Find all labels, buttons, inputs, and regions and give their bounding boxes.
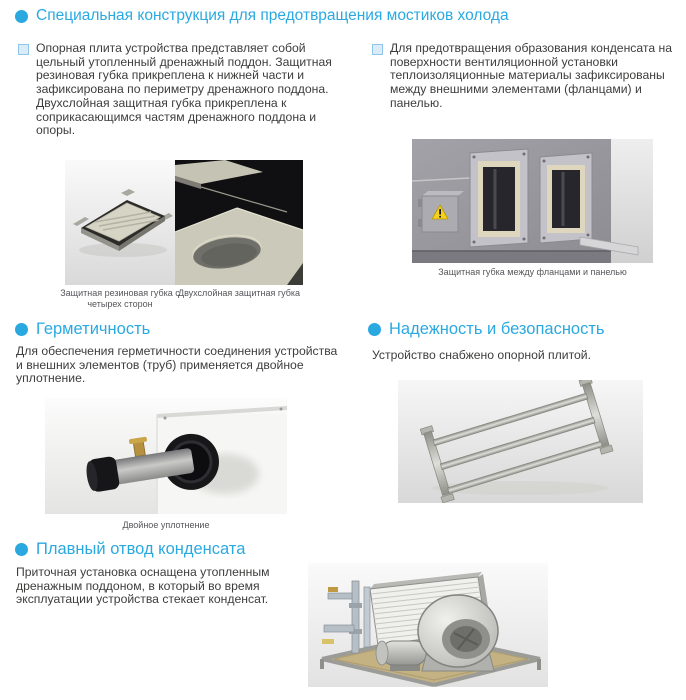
- circle-bullet-icon: [15, 543, 28, 556]
- flange-opening: [540, 153, 592, 243]
- section-title: Надежность и безопасность: [389, 320, 605, 338]
- circle-bullet-icon: [368, 323, 381, 336]
- paragraph-reliability: Устройство снабжено опорной плитой.: [372, 348, 591, 362]
- square-checkbox-icon: [18, 44, 29, 55]
- section-title: Специальная конструкция для предотвращения мостиков холода: [36, 7, 509, 24]
- double-seal-photo: [45, 398, 287, 514]
- section-heading-reliability: [368, 320, 605, 339]
- paragraph-support-plate: Опорная плита устройства представляет собой цельный утопленный дренажный поддон. Защитная резиновая губка прикреплена к нижней части и зафиксирована по периметру дренажного поддона. Двухслойная защитная губка прикреплена к соприкасающимся частям дренажного поддона и опоры.: [36, 41, 332, 138]
- electrical-box: [418, 191, 464, 232]
- image-caption: Двухслойная защитная губка: [177, 288, 301, 298]
- section-heading-condensate: [15, 540, 245, 559]
- flange-opening: [470, 149, 528, 247]
- section-title: Плавный отвод конденсата: [36, 540, 246, 558]
- section-heading-cold-bridges: [15, 7, 509, 25]
- circle-bullet-icon: [15, 323, 28, 336]
- two-layer-sponge-image: [175, 160, 303, 285]
- image-caption: Защитная губка между фланцами и панелью: [438, 267, 627, 277]
- list-item: [18, 42, 352, 138]
- section-title: Герметичность: [36, 320, 151, 338]
- drain-pan-tray-image: [65, 160, 175, 285]
- circle-bullet-icon: [15, 10, 28, 23]
- centrifugal-fan: [418, 595, 498, 671]
- support-frame-image: [398, 380, 643, 503]
- image-caption: Двойное уплотнение: [122, 520, 210, 530]
- paragraph-condensate: Приточная установка оснащена утопленным дренажным поддоном, в который во время эксплуатации устройства стекает конденсат.: [16, 565, 270, 607]
- paragraph-tightness: Для обеспечения герметичности соединения устройства и внешних элементов (труб) применяется двойное уплотнение.: [16, 344, 338, 386]
- square-checkbox-icon: [372, 44, 383, 55]
- paragraph-insulation: Для предотвращения образования конденсата на поверхности вентиляционной установки теплоизоляционные материалы зафиксированы между внешними элементами (фланцами) и панелью.: [390, 41, 673, 110]
- section-heading-tightness: [15, 320, 150, 339]
- ahu-internals-image: [308, 563, 548, 687]
- flange-panel-photo: [412, 139, 653, 263]
- list-item: [372, 42, 682, 111]
- image-caption: Защитная резиновая губка с четырех сторон: [60, 288, 180, 309]
